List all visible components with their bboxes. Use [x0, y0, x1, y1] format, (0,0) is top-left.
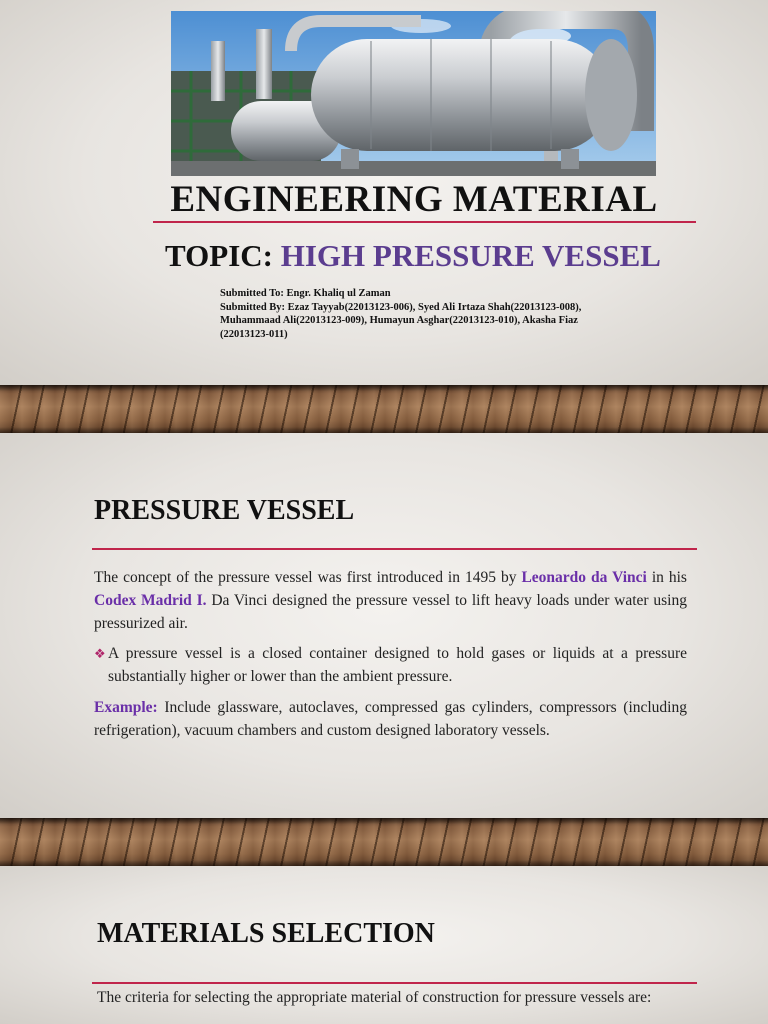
- history-paragraph: [94, 566, 687, 635]
- presentation-title: ENGINEERING MATERIAL: [170, 179, 658, 220]
- example-paragraph: [94, 696, 687, 742]
- paragraph-text: Da Vinci designed the pressure vessel to lift heavy loads under water using pressurized air.: [94, 592, 687, 632]
- inventor-name: Leonardo da Vinci: [521, 569, 647, 586]
- paragraph-text: in his: [646, 569, 687, 586]
- criteria-intro: The criteria for selecting the appropriate material of construction for pressure vessels are:: [97, 989, 652, 1006]
- wood-divider: [0, 818, 768, 866]
- heading-divider: [92, 982, 697, 984]
- submitted-to: Submitted To: Engr. Khaliq ul Zaman: [220, 288, 391, 299]
- topic-label: TOPIC:: [165, 238, 273, 273]
- pressure-vessel-photo: [171, 11, 656, 176]
- submitted-by: Submitted By: Ezaz Tayyab(22013123-006), Syed Ali Irtaza Shah(22013123-008), Muhammaad Ali(22013123-009), Humayun Asghar(22013123-010), Akasha Fiaz (22013123-011): [220, 301, 582, 340]
- slide-title: [0, 0, 768, 385]
- topic-line: [0, 238, 768, 274]
- wood-divider: [0, 385, 768, 433]
- slide-pressure-vessel: [0, 433, 768, 818]
- topic-value: HIGH PRESSURE VESSEL: [280, 238, 661, 273]
- example-text: Include glassware, autoclaves, compressed gas cylinders, compressors (including refrigeration), vacuum chambers and custom designed laboratory vessels.: [94, 699, 687, 739]
- title-divider: [153, 221, 696, 223]
- example-label: Example:: [94, 699, 158, 716]
- heading-divider: [92, 548, 697, 550]
- codex-name: Codex Madrid I.: [94, 592, 207, 609]
- slide-materials-selection: [0, 866, 768, 1024]
- definition-bullet: [94, 642, 687, 688]
- credits-block: [220, 287, 620, 341]
- paragraph-text: The concept of the pressure vessel was first introduced in 1495 by: [94, 569, 522, 586]
- slide-heading: MATERIALS SELECTION: [97, 918, 435, 949]
- diamond-bullet-icon: ❖: [94, 646, 106, 661]
- slide-heading: PRESSURE VESSEL: [94, 495, 355, 526]
- bullet-text: A pressure vessel is a closed container designed to hold gases or liquids at a pressure substantially higher or lower than the ambient pressure.: [108, 645, 687, 685]
